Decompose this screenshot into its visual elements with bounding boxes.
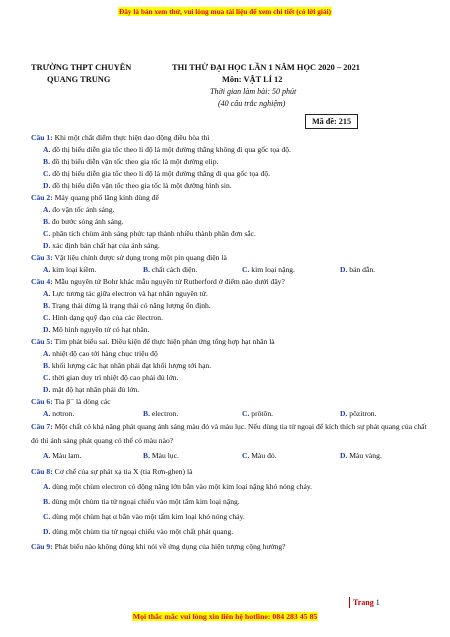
question-3 [31,252,433,264]
question-7 [31,420,433,448]
question-number: Câu 3: [31,253,53,262]
question-1 [31,132,433,144]
option-c: C. thời gian duy trì nhiệt độ cao phải đủ lớn. [43,373,179,382]
question-number: Câu 1: [31,133,53,142]
option-a: A. đồ thị biểu diễn gia tốc theo li độ là một đường thẳng không đi qua gốc tọa độ. [43,145,291,154]
option-a: A. nhiệt độ cao tới hàng chục triệu độ [43,349,158,358]
option-d: D. Màu vàng. [340,451,382,460]
option-c: C. Màu đỏ. [242,451,277,460]
option-b: B. Trạng thái dừng là trạng thái có năng lượng ổn định. [43,301,211,310]
option-b: B. đồ thị biểu diễn vận tốc theo gia tốc là một đường elip. [43,157,219,166]
option-b: B. Màu lục. [143,451,179,460]
option-row [31,450,433,462]
page-number [349,597,380,608]
question-number: Câu 5: [31,337,53,346]
page-value: 1 [375,598,380,607]
option-b: B. chất cách điện. [143,265,198,274]
option-c: C. dùng một chùm hạt α bắn vào một tấm kim loại khó nóng chảy. [43,512,245,521]
question-text: Máy quang phổ lăng kính dùng để [54,193,159,202]
option-a: A. kim loại kiềm. [43,265,97,274]
option-row [31,264,433,276]
question-number: Câu 4: [31,277,53,286]
option-c: C. prôtôn. [242,409,274,418]
option-b: B. electron. [143,409,179,418]
question-text: Cơ chế của sự phát xạ tia X (tia Rơn-ghen) là [54,467,193,476]
subject-label: Môn: VẬT LÍ 12 [222,75,283,84]
option-b: B. dùng một chùm tia tử ngoại chiếu vào một tấm kim loại nặng. [43,497,240,506]
question-8 [31,464,433,479]
option-c: C. Hình dạng quỹ đạo của các êlectron. [43,313,163,322]
option-b: B. đo bước sóng ánh sáng. [43,217,124,226]
option-row [31,408,433,420]
option-a: A. nơtron. [43,409,75,418]
question-text: Phát biểu nào không đúng khi nói về ứng dụng của hiện tượng cộng hưởng? [54,542,286,551]
question-number: Câu 7: [31,422,53,431]
question-9 [31,539,433,554]
question-text: Một chất có khả năng phát quang ánh sáng màu đỏ và màu lục. Nếu dùng tia tử ngoại để kích thích sự phát quang của chất đó thì ánh sáng phát quang có thể có màu nào? [31,422,427,445]
option-a: A. đo vận tốc ánh sáng. [43,205,115,214]
option-a: A. Lực tương tác giữa electron và hạt nhân nguyên tử. [43,289,208,298]
question-text: Tia β⁻ là dòng các [54,397,111,406]
question-number: Câu 8: [31,467,53,476]
option-d: D. xác định bản chất hạt của ánh sáng. [43,241,160,250]
question-count: (40 câu trắc nghiệm) [218,99,286,108]
preview-banner: Đây là bản xem thử, vui lòng mua tài liệu để xem chi tiết (có lời giải) [118,7,332,16]
question-2 [31,192,433,204]
page-label: Trang [353,598,374,607]
option-d: D. mật độ hạt nhân phải đủ lớn. [43,385,140,394]
option-c: C. kim loại nặng. [242,265,295,274]
option-d: D. pôzitron. [340,409,377,418]
question-list [31,132,433,554]
question-4 [31,276,433,288]
hotline-footer: Mọi thắc mắc vui lòng xin liên hệ hotline: 084 283 45 85 [132,612,318,621]
option-d: D. dùng một chùm tia tử ngoại chiếu vào một chất phát quang. [43,527,234,536]
question-text: Mẫu nguyên tử Bohr khác mẫu nguyên tử Rutherford ở điểm nào dưới đây? [54,277,285,286]
question-6 [31,396,433,408]
question-number: Câu 6: [31,397,53,406]
option-a: A. dùng một chùm electron có động năng lớn bắn vào một kim loại nặng khó nóng chảy. [43,482,313,491]
school-name-line1: TRƯỜNG THPT CHUYÊN [31,63,132,72]
question-text: Tìm phát biểu sai. Điều kiện để thực hiện phản ứng tổng hợp hạt nhân là [54,337,275,346]
question-number: Câu 2: [31,193,53,202]
option-d: D. đồ thị biểu diễn vận tốc theo gia tốc là một đường hình sin. [43,181,232,190]
exam-title: THI THỬ ĐẠI HỌC LẦN 1 NĂM HỌC 2020 – 2021 [172,63,360,72]
option-d: D. bán dẫn. [340,265,376,274]
option-c: C. phân tích chùm ánh sáng phức tạp thành nhiều thành phần đơn sắc. [43,229,256,238]
question-5 [31,336,433,348]
option-d: D. Mô hình nguyên tử có hạt nhân. [43,325,150,334]
question-text: Vật liệu chính được sử dụng trong một pin quang điện là [54,253,227,262]
school-name-line2: QUANG TRUNG [47,75,111,84]
option-a: A. Màu lam. [43,451,82,460]
option-b: B. khối lượng các hạt nhân phải đạt khối lượng tới hạn. [43,361,212,370]
exam-code-box: Mã đề: 215 [305,114,358,129]
question-number: Câu 9: [31,542,53,551]
exam-time: Thời gian làm bài: 50 phút [210,87,297,96]
option-c: C. đồ thị biểu diễn gia tốc theo li độ là một đường thẳng đi qua gốc tọa độ. [43,169,271,178]
question-text: Khi một chất điểm thực hiện dao động điều hòa thì [54,133,210,142]
